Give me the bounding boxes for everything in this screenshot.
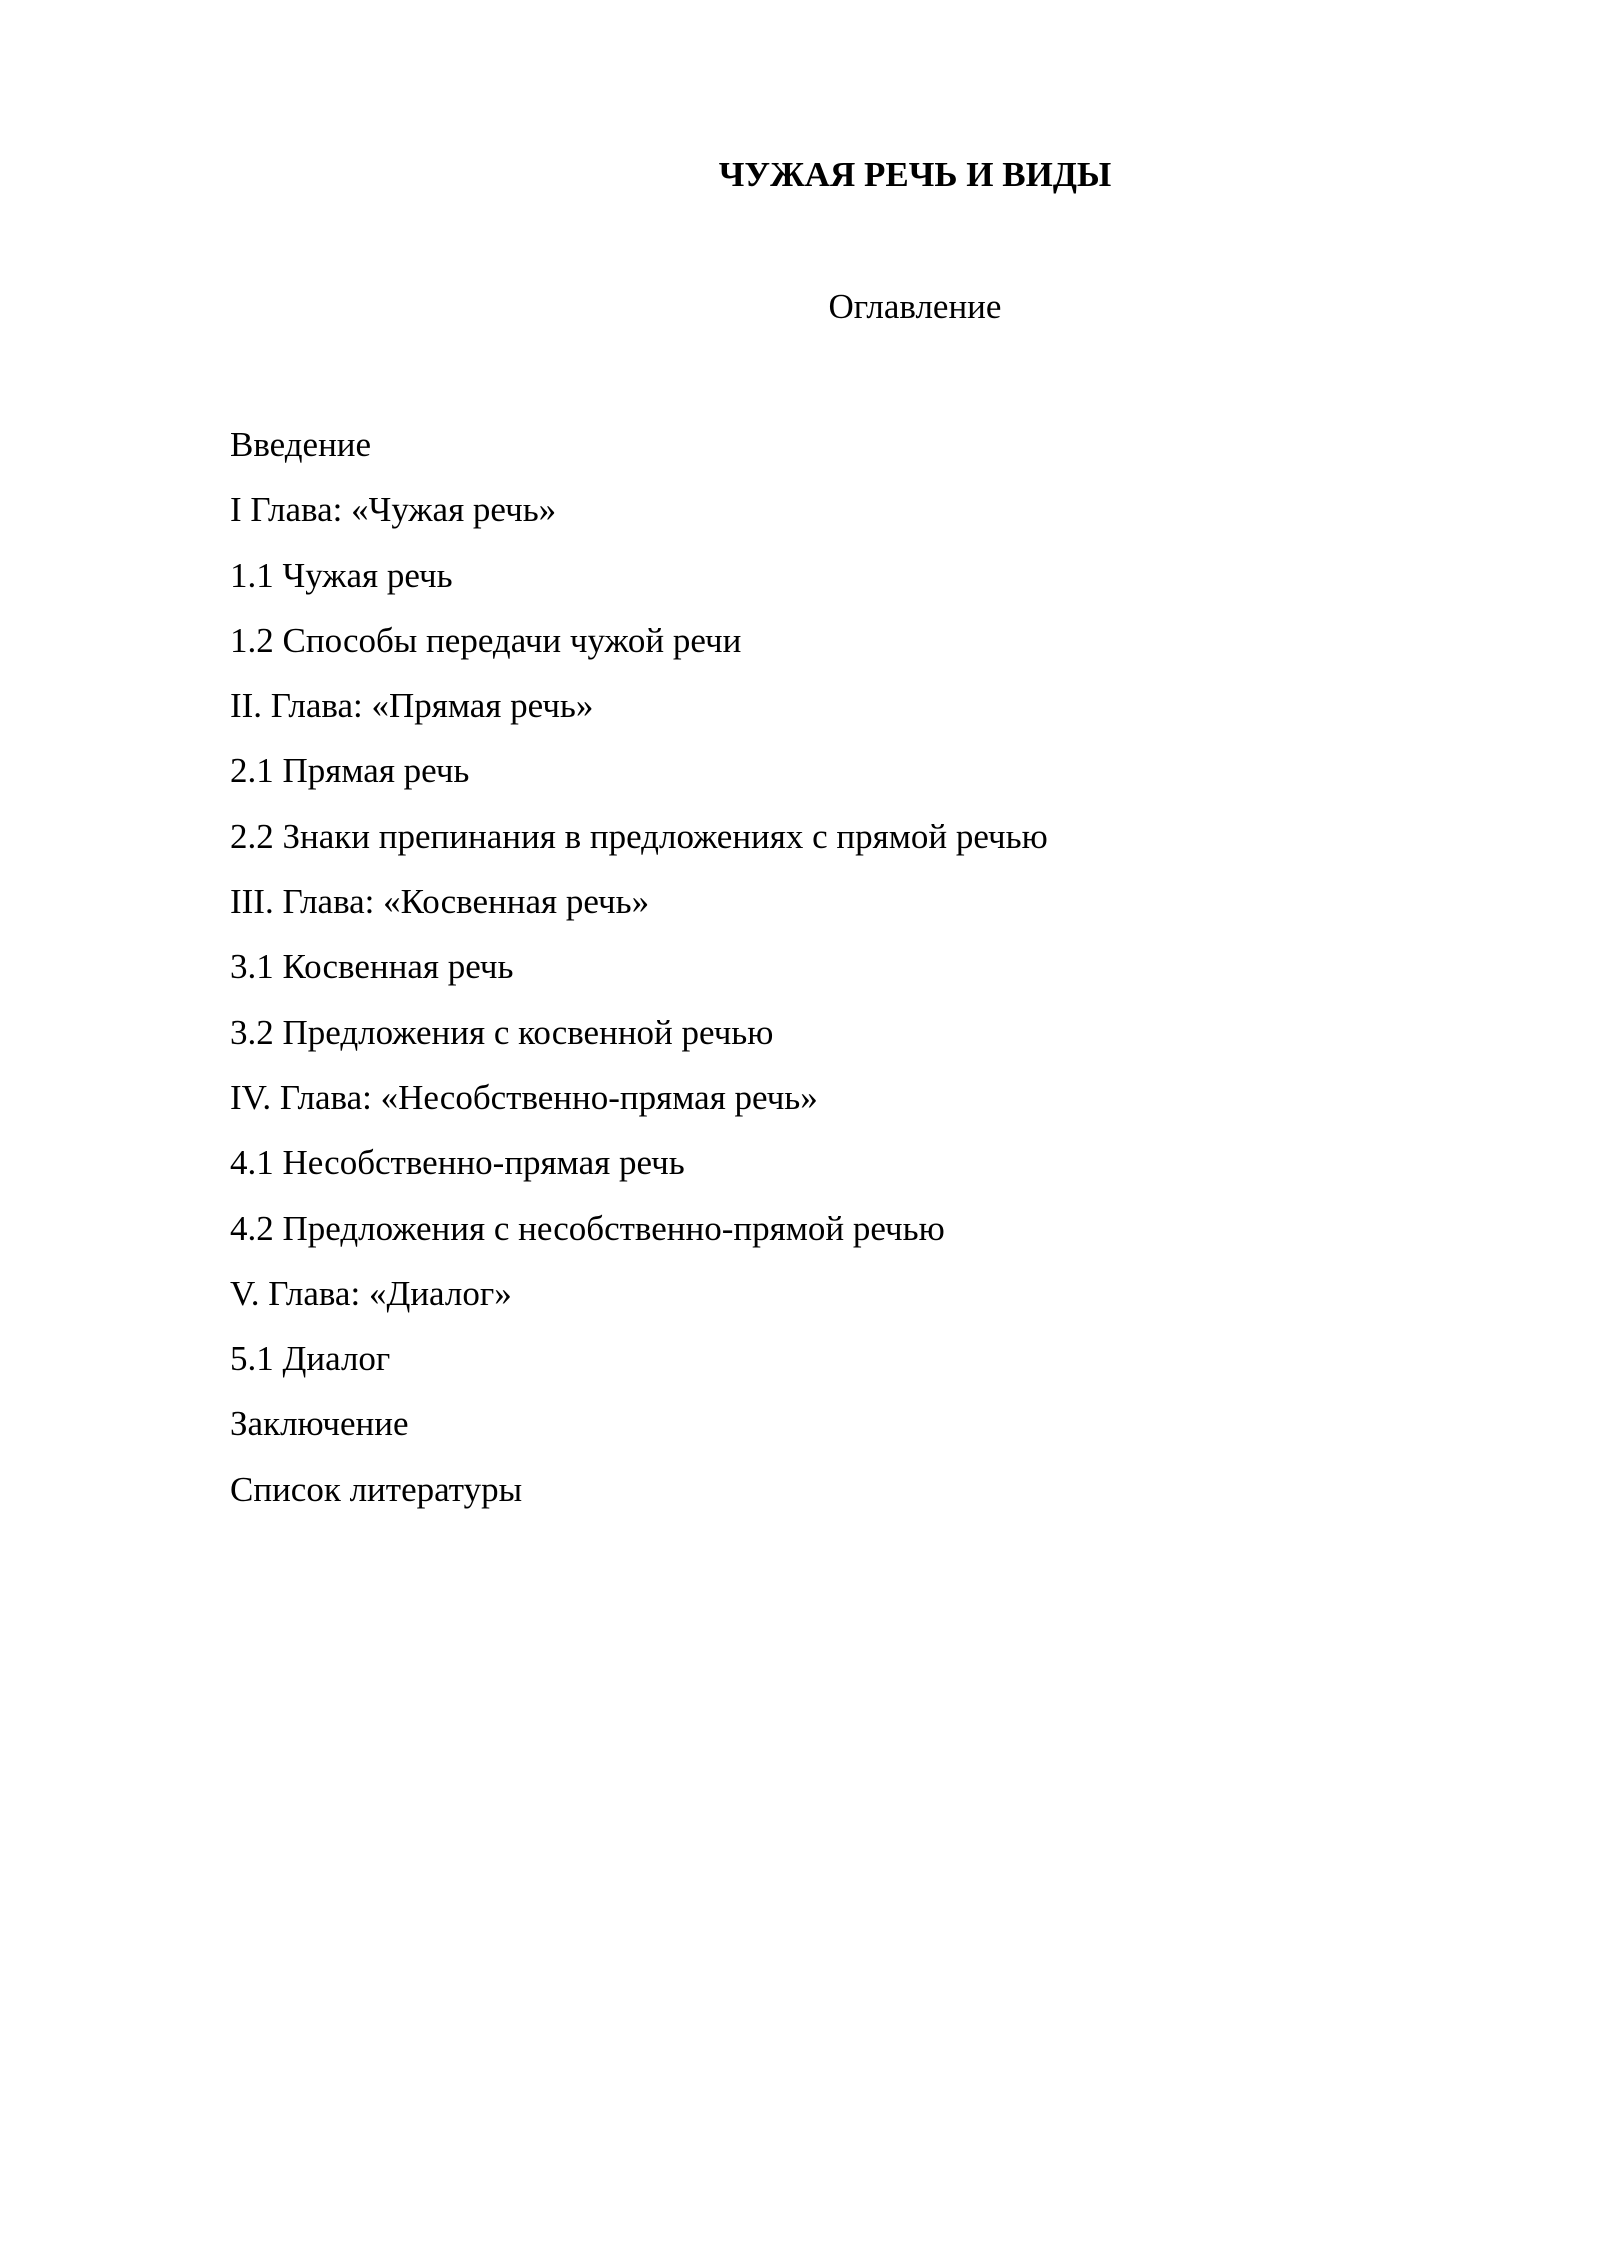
toc-item-introduction: Введение [230,425,372,464]
toc-item-conclusion: Заключение [230,1404,409,1444]
toc-item-4-2: 4.2 Предложения с несобственно-прямой речью [230,1208,945,1248]
table-of-contents [230,412,1430,1522]
toc-item-2-2: 2.2 Знаки препинания в предложениях с прямой речью [230,816,1048,856]
toc-item-5-1: 5.1 Диалог [230,1339,391,1379]
toc-item-3-1: 3.1 Косвенная речь [230,947,514,987]
toc-item-1-1: 1.1 Чужая речь [230,555,453,595]
toc-item-4-1: 4.1 Несобственно-прямая речь [230,1143,685,1183]
toc-heading: Оглавление [828,287,1002,326]
toc-item-references: Список литературы [230,1469,523,1509]
toc-item-chapter-2: II. Глава: «Прямая речь» [230,686,594,726]
toc-item-2-1: 2.1 Прямая речь [230,751,470,791]
document-title: ЧУЖАЯ РЕЧЬ И ВИДЫ [718,155,1112,194]
toc-item-chapter-5: V. Глава: «Диалог» [230,1273,512,1313]
toc-item-chapter-1: I Глава: «Чужая речь» [230,490,557,530]
toc-item-chapter-3: III. Глава: «Косвенная речь» [230,882,650,922]
toc-item-1-2: 1.2 Способы передачи чужой речи [230,620,742,660]
toc-item-3-2: 3.2 Предложения с косвенной речью [230,1012,774,1052]
toc-item-chapter-4: IV. Глава: «Несобственно-прямая речь» [230,1077,818,1117]
